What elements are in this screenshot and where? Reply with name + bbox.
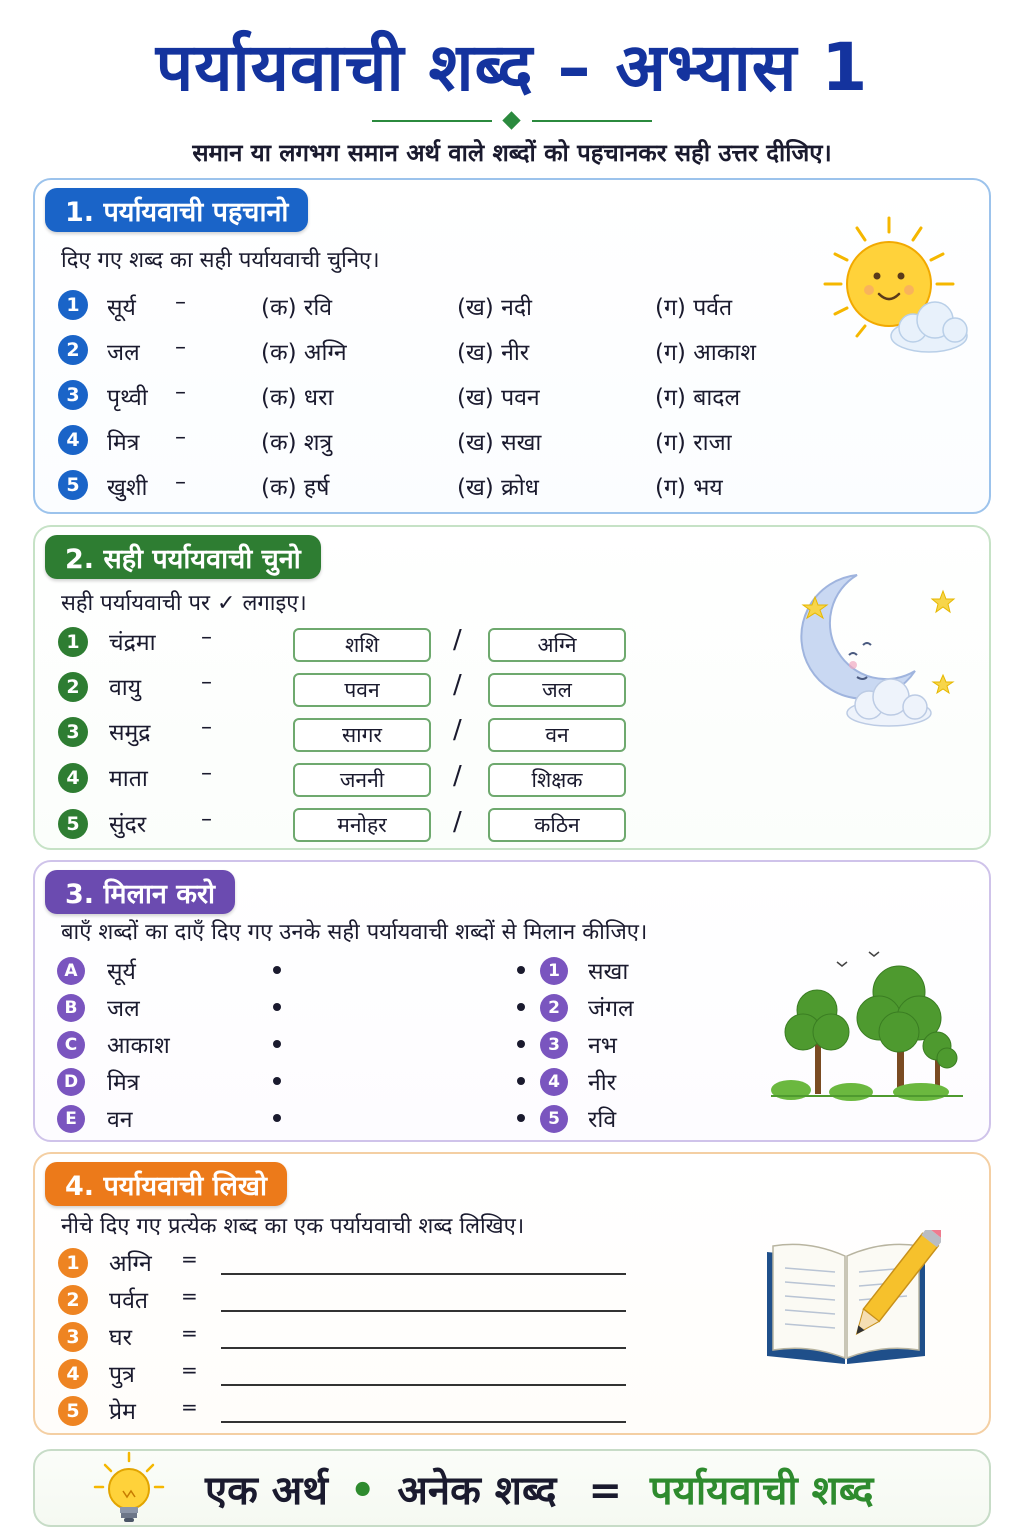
separator: / <box>453 807 462 837</box>
dash: – <box>201 715 212 740</box>
option-b[interactable]: (ख) नीर <box>457 340 530 366</box>
number-badge: 3 <box>540 1031 568 1059</box>
question-word: पर्वत <box>109 1288 148 1314</box>
match-word: सूर्य <box>107 959 136 985</box>
question-word: पुत्र <box>109 1362 135 1388</box>
item-number: 3 <box>58 1322 88 1352</box>
choice-option-2[interactable]: अग्नि <box>488 628 626 662</box>
letter-badge: D <box>57 1068 85 1096</box>
number-badge: 4 <box>540 1068 568 1096</box>
answer-line[interactable] <box>221 1384 626 1386</box>
match-dot[interactable] <box>517 1077 525 1085</box>
question-word: सूर्य <box>107 295 136 321</box>
match-dot[interactable] <box>273 1003 281 1011</box>
number-badge: 2 <box>540 994 568 1022</box>
item-number: 2 <box>58 1285 88 1315</box>
choice-option-1[interactable]: सागर <box>293 718 431 752</box>
footer-bullet: • <box>349 1468 376 1514</box>
book-pencil-icon <box>761 1230 941 1370</box>
dash: – <box>175 470 186 495</box>
choice-option-2[interactable]: वन <box>488 718 626 752</box>
question-word: जल <box>107 340 140 366</box>
item-number: 5 <box>58 470 88 500</box>
letter-badge: B <box>57 994 85 1022</box>
match-dot[interactable] <box>517 1040 525 1048</box>
letter-badge: C <box>57 1031 85 1059</box>
item-number: 1 <box>58 627 88 657</box>
choice-option-1[interactable]: जननी <box>293 763 431 797</box>
match-dot[interactable] <box>273 1114 281 1122</box>
dash: – <box>201 761 212 786</box>
number-badge: 1 <box>540 957 568 985</box>
section-choose <box>33 525 991 850</box>
item-number: 2 <box>58 672 88 702</box>
match-word: नीर <box>588 1070 617 1096</box>
item-number: 4 <box>58 763 88 793</box>
footer-banner <box>33 1449 991 1527</box>
question-word: माता <box>109 766 148 792</box>
item-number: 3 <box>58 717 88 747</box>
footer-equals: = <box>588 1468 622 1514</box>
sun-icon <box>817 212 977 362</box>
question-word: समुद्र <box>109 720 151 746</box>
match-word: वन <box>107 1107 133 1133</box>
question-word: सुंदर <box>109 812 147 838</box>
dash: – <box>175 335 186 360</box>
match-dot[interactable] <box>273 966 281 974</box>
option-c[interactable]: (ग) पर्वत <box>655 295 733 321</box>
footer-part2: अनेक शब्द <box>397 1468 557 1514</box>
item-number: 4 <box>58 425 88 455</box>
match-dot[interactable] <box>273 1077 281 1085</box>
separator: / <box>453 715 462 745</box>
dash: – <box>201 807 212 832</box>
option-b[interactable]: (ख) क्रोध <box>457 475 539 501</box>
match-dot[interactable] <box>517 1114 525 1122</box>
title-divider <box>372 118 652 124</box>
answer-line[interactable] <box>221 1347 626 1349</box>
choice-option-2[interactable]: कठिन <box>488 808 626 842</box>
option-a[interactable]: (क) रवि <box>261 295 333 321</box>
question-word: अग्नि <box>109 1251 152 1277</box>
match-word: जंगल <box>588 996 634 1022</box>
footer-formula <box>205 1461 873 1516</box>
option-a[interactable]: (क) अग्नि <box>261 340 347 366</box>
section2-heading: 2. सही पर्यायवाची चुनो <box>45 535 321 579</box>
option-c[interactable]: (ग) भय <box>655 475 723 501</box>
item-number: 5 <box>58 1396 88 1426</box>
question-word: मित्र <box>107 430 140 456</box>
choice-option-2[interactable]: जल <box>488 673 626 707</box>
page-subtitle: समान या लगभग समान अर्थ वाले शब्दों को पहचानकर सही उत्तर दीजिए। <box>192 139 832 167</box>
item-number: 4 <box>58 1359 88 1389</box>
section-write <box>33 1152 991 1435</box>
question-word: चंद्रमा <box>109 630 156 656</box>
match-word: नभ <box>588 1033 617 1059</box>
option-c[interactable]: (ग) आकाश <box>655 340 756 366</box>
option-c[interactable]: (ग) बादल <box>655 385 741 411</box>
match-dot[interactable] <box>273 1040 281 1048</box>
match-word: आकाश <box>107 1033 170 1059</box>
option-b[interactable]: (ख) पवन <box>457 385 540 411</box>
item-number: 3 <box>58 380 88 410</box>
section-identify <box>33 178 991 514</box>
option-c[interactable]: (ग) राजा <box>655 430 732 456</box>
equals-sign: = <box>181 1284 198 1308</box>
match-word: रवि <box>588 1107 617 1133</box>
equals-sign: = <box>181 1321 198 1345</box>
trees-icon <box>771 946 963 1106</box>
dash: – <box>201 670 212 695</box>
option-b[interactable]: (ख) नदी <box>457 295 533 321</box>
question-word: खुशी <box>107 475 148 501</box>
equals-sign: = <box>181 1358 198 1382</box>
letter-badge: A <box>57 957 85 985</box>
footer-part1: एक अर्थ <box>205 1468 328 1514</box>
equals-sign: = <box>181 1247 198 1271</box>
separator: / <box>453 761 462 791</box>
choice-option-1[interactable]: मनोहर <box>293 808 431 842</box>
item-number: 1 <box>58 1248 88 1278</box>
item-number: 1 <box>58 290 88 320</box>
section1-instruction: दिए गए शब्द का सही पर्यायवाची चुनिए। <box>61 248 380 273</box>
dash: – <box>175 290 186 315</box>
section3-instruction: बाएँ शब्दों का दाएँ दिए गए उनके सही पर्यायवाची शब्दों से मिलान कीजिए। <box>61 920 648 945</box>
question-word: घर <box>109 1325 132 1351</box>
section3-heading: 3. मिलान करो <box>45 870 235 914</box>
section4-instruction: नीचे दिए गए प्रत्येक शब्द का एक पर्यायवाची शब्द लिखिए। <box>61 1214 525 1239</box>
match-word: सखा <box>588 959 629 985</box>
match-dot[interactable] <box>517 966 525 974</box>
separator: / <box>453 625 462 655</box>
choice-option-1[interactable]: पवन <box>293 673 431 707</box>
answer-line[interactable] <box>221 1273 626 1275</box>
option-a[interactable]: (क) शत्रु <box>261 430 333 456</box>
answer-line[interactable] <box>221 1421 626 1423</box>
option-b[interactable]: (ख) सखा <box>457 430 542 456</box>
question-word: प्रेम <box>109 1399 136 1425</box>
option-a[interactable]: (क) हर्ष <box>261 475 330 501</box>
question-word: पृथ्वी <box>107 385 148 411</box>
choice-option-1[interactable]: शशि <box>293 628 431 662</box>
lightbulb-icon <box>91 1451 167 1527</box>
item-number: 2 <box>58 335 88 365</box>
letter-badge: E <box>57 1105 85 1133</box>
section4-heading: 4. पर्यायवाची लिखो <box>45 1162 287 1206</box>
dash: – <box>175 380 186 405</box>
separator: / <box>453 670 462 700</box>
match-dot[interactable] <box>517 1003 525 1011</box>
dash: – <box>201 625 212 650</box>
number-badge: 5 <box>540 1105 568 1133</box>
dash: – <box>175 425 186 450</box>
footer-part3: पर्यायवाची शब्द <box>649 1468 874 1514</box>
equals-sign: = <box>181 1395 198 1419</box>
page-title: पर्यायवाची शब्द – अभ्यास 1 <box>155 29 869 106</box>
option-a[interactable]: (क) धरा <box>261 385 334 411</box>
moon-icon <box>787 567 967 727</box>
question-word: वायु <box>109 675 142 701</box>
choice-option-2[interactable]: शिक्षक <box>488 763 626 797</box>
answer-line[interactable] <box>221 1310 626 1312</box>
section1-heading: 1. पर्यायवाची पहचानो <box>45 188 308 232</box>
section2-instruction: सही पर्यायवाची पर ✓ लगाइए। <box>61 591 307 616</box>
item-number: 5 <box>58 809 88 839</box>
match-word: जल <box>107 996 140 1022</box>
match-word: मित्र <box>107 1070 140 1096</box>
section-match <box>33 860 991 1142</box>
